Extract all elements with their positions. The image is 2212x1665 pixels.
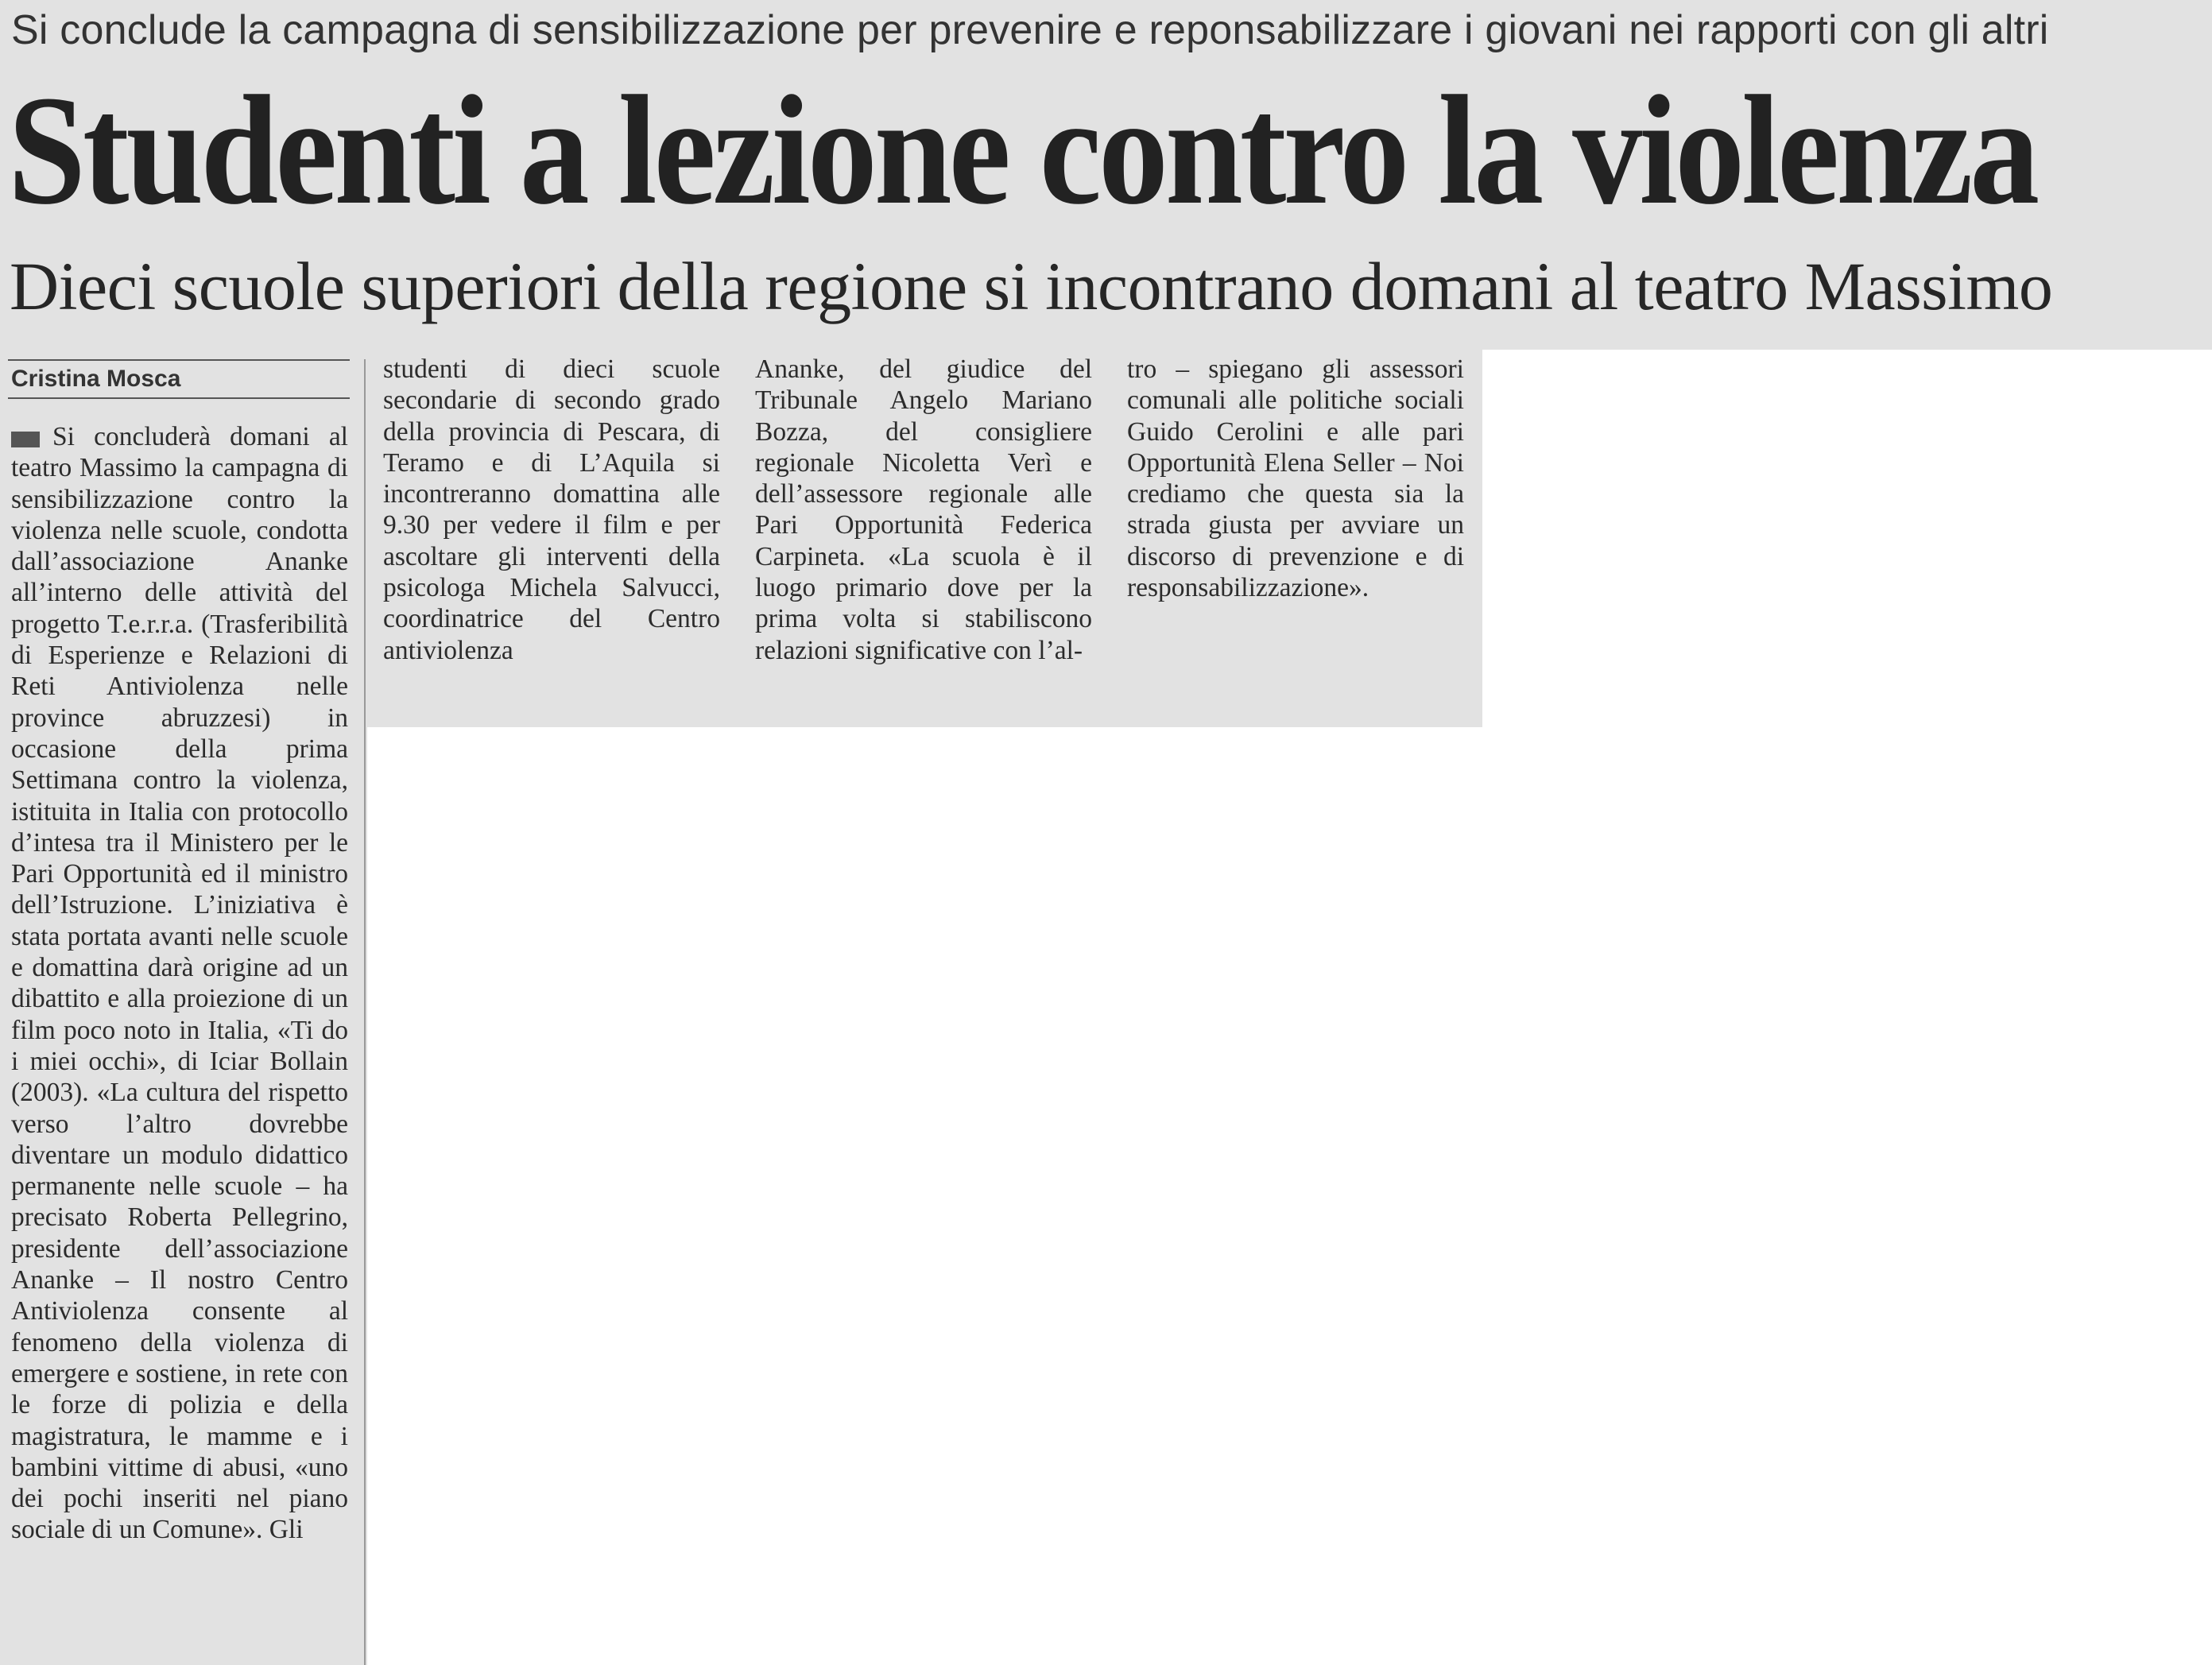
article-subhead: Dieci scuole superiori della regione si incontrano domani al teatro Massimo bbox=[10, 248, 2053, 324]
column-divider bbox=[364, 359, 366, 1665]
article-column-4: tro – spiegano gli assessori comunali alle politiche sociali Guido Cerolini e alle pari Opportunità Elena Seller – Noi crediamo che questa sia la strada giusta per avviare un discorso di prevenzione e di responsabilizzazione». bbox=[1127, 354, 1464, 603]
byline-rule-bottom bbox=[8, 397, 350, 399]
article-column-2: studenti di dieci scuole secondarie di secondo grado della provincia di Pescara, di Teramo e di L’Aquila si incontreranno domattina alle 9.30 per vedere il film e per ascoltare gli interventi della psicologa Michela Salvucci, coordinatrice del Centro antiviolenza bbox=[383, 354, 720, 665]
article-column-1: Si concluderà domani al teatro Massimo la campagna di sensibilizzazione contro la violenza nelle scuole, condotta dall’associazione Ananke all’interno delle attività del progetto T.e.r.r.a. (Trasferibilità di Esperienze e Relazioni di Reti Antiviolenza nelle province abruzzesi) in occasione della prima Settimana contro la violenza, istituita in Italia con protocollo d’intesa tra il Ministero per le Pari Opportunità ed il ministro dell’Istruzione. L’iniziativa è stata portata avanti nelle scuole e domattina darà origine ad un dibattito e alla proiezione di un film poco noto in Italia, «Ti do i miei occhi», di Iciar Bollain (2003). «La cultura del rispetto verso l’altro dovrebbe diventare un modulo didattico permanente nelle scuole – ha precisato Roberta Pellegrino, presidente dell’associazione Ananke – Il nostro Centro Antiviolenza consente al fenomeno della violenza di emergere e sostiene, in rete con le forze di polizia e della magistratura, le mamme e i bambini vittime di abusi, «uno dei pochi inseriti nel piano sociale di un Comune». Gli bbox=[11, 422, 348, 1545]
article-column-3: Ananke, del giudice del Tribunale Angelo Mariano Bozza, del consigliere regionale Nicoletta Verì e dell’assessore regionale alle Pari Opportunità Federica Carpineta. «La scuola è il luogo primario dove per la prima volta si stabiliscono relazioni significative con l’al- bbox=[755, 354, 1092, 665]
article-byline: Cristina Mosca bbox=[11, 366, 181, 392]
article-headline: Studenti a lezione contro la violenza bbox=[8, 64, 2037, 238]
article-kicker: Si conclude la campagna di sensibilizzazione per prevenire e reponsabilizzare i giovani nei rapporti con gli altri bbox=[11, 7, 2049, 53]
